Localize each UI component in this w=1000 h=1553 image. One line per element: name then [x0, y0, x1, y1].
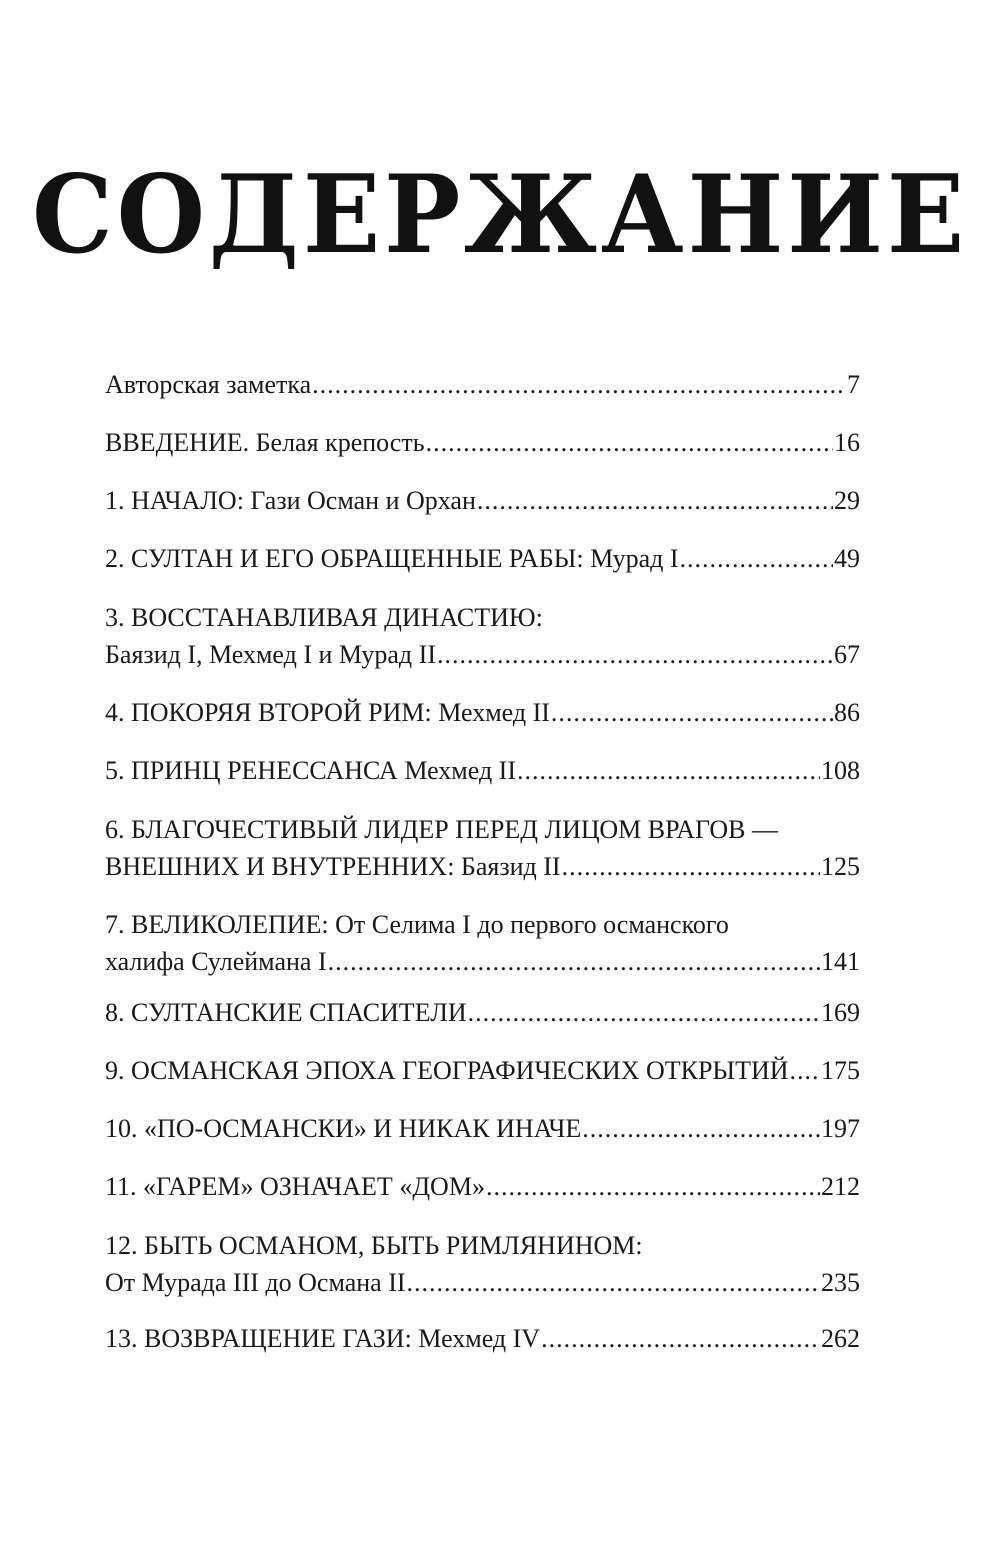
dot-leader	[407, 1264, 820, 1301]
toc-page-number: 49	[834, 544, 860, 573]
toc-entry-title-line: 6. БЛАГОЧЕСТИВЫЙ ЛИДЕР ПЕРЕД ЛИЦОМ ВРАГОВ —	[105, 815, 778, 844]
toc-page-number: 169	[821, 998, 860, 1027]
toc-entry	[105, 811, 860, 885]
toc-entry-title-line: 12. БЫТЬ ОСМАНОМ, БЫТЬ РИМЛЯНИНОМ:	[105, 1231, 643, 1260]
toc-entry-title: 10. «ПО-ОСМАНСКИ» И НИКАК ИНАЧЕ	[105, 1114, 582, 1143]
toc-entry-title: 2. СУЛТАН И ЕГО ОБРАЩЕННЫЕ РАБЫ: Мурад I	[105, 544, 679, 573]
toc-entry-row	[105, 424, 860, 461]
toc-entry-title-line: 3. ВОССТАНАВЛИВАЯ ДИНАСТИЮ:	[105, 603, 543, 632]
toc-entry-title: Авторская заметка	[105, 370, 312, 399]
toc-entry-title-line: 7. ВЕЛИКОЛЕПИЕ: От Селима I до первого османского	[105, 910, 729, 939]
toc-entry	[105, 1320, 860, 1357]
dot-leader	[468, 994, 820, 1031]
dot-leader	[551, 694, 833, 731]
toc-page-number: 86	[834, 698, 860, 727]
toc-entry	[105, 366, 860, 403]
toc-entry-title: 4. ПОКОРЯЯ ВТОРОЙ РИМ: Мехмед II	[105, 698, 550, 727]
dot-leader	[328, 943, 820, 980]
toc-entry-row	[105, 540, 860, 577]
toc-entry-title: 8. СУЛТАНСКИЕ СПАСИТЕЛИ	[105, 998, 467, 1027]
toc-page-number: 67	[834, 640, 860, 669]
toc-entry	[105, 599, 860, 673]
toc-page-number: 7	[847, 370, 860, 399]
toc-entry-row	[105, 1320, 860, 1357]
toc-entry-title: От Мурада III до Османа II	[105, 1268, 406, 1297]
toc-entry-row	[105, 1110, 860, 1147]
dot-leader	[562, 848, 820, 885]
toc-entry	[105, 1052, 860, 1089]
dot-leader	[477, 482, 833, 519]
page-title: СОДЕРЖАНИЕ	[32, 152, 968, 278]
toc-entry-row	[105, 1052, 860, 1089]
dot-leader	[680, 540, 833, 577]
toc-page-number: 175	[821, 1056, 860, 1085]
toc-entry-title: халифа Сулеймана I	[105, 947, 327, 976]
toc-page-number: 125	[821, 852, 860, 881]
toc-page-number: 212	[821, 1172, 860, 1201]
toc-entry-title: 5. ПРИНЦ РЕНЕССАНСА Мехмед II	[105, 756, 516, 785]
toc-entry-row	[105, 636, 860, 673]
toc-entry-title: 1. НАЧАЛО: Гази Осман и Орхан	[105, 486, 476, 515]
toc-entry	[105, 1227, 860, 1301]
toc-entry-row	[105, 482, 860, 519]
toc-page-number: 16	[834, 428, 860, 457]
dot-leader	[437, 636, 833, 673]
toc-entry	[105, 694, 860, 731]
toc-entry	[105, 906, 860, 980]
toc-entry-row	[105, 994, 860, 1031]
toc-page-number: 262	[821, 1324, 860, 1353]
toc-entry-title: ВВЕДЕНИЕ. Белая крепость	[105, 428, 425, 457]
toc-page-number: 141	[821, 947, 860, 976]
toc-page-number: 197	[821, 1114, 860, 1143]
toc-entry-title: 11. «ГАРЕМ» ОЗНАЧАЕТ «ДОМ»	[105, 1172, 485, 1201]
toc-entry-title: ВНЕШНИХ И ВНУТРЕННИХ: Баязид II	[105, 852, 561, 881]
toc-entry-row	[105, 752, 860, 789]
dot-leader	[517, 752, 820, 789]
dot-leader	[541, 1320, 820, 1357]
dot-leader	[312, 366, 846, 403]
toc-entry	[105, 1110, 860, 1147]
toc-entry	[105, 1168, 860, 1205]
toc-entry	[105, 540, 860, 577]
toc-page-number: 29	[834, 486, 860, 515]
dot-leader	[426, 424, 833, 461]
dot-leader	[486, 1168, 820, 1205]
toc-entry-row	[105, 848, 860, 885]
toc-entry-title: 9. ОСМАНСКАЯ ЭПОХА ГЕОГРАФИЧЕСКИХ ОТКРЫТИЙ	[105, 1056, 789, 1085]
toc-entry	[105, 424, 860, 461]
toc-entry-title: 13. ВОЗВРАЩЕНИЕ ГАЗИ: Мехмед IV	[105, 1324, 541, 1353]
toc-entry-row	[105, 1168, 860, 1205]
toc-page-number: 108	[821, 756, 860, 785]
dot-leader	[582, 1110, 820, 1147]
toc-entry-row	[105, 366, 860, 403]
toc-entry	[105, 994, 860, 1031]
toc-entry-row	[105, 1264, 860, 1301]
toc-entry-title: Баязид I, Мехмед I и Мурад II	[105, 640, 436, 669]
dot-leader	[790, 1052, 820, 1089]
toc-entry-row	[105, 943, 860, 980]
toc-entry	[105, 752, 860, 789]
toc-entry-row	[105, 694, 860, 731]
toc-page-number: 235	[821, 1268, 860, 1297]
toc-entry	[105, 482, 860, 519]
